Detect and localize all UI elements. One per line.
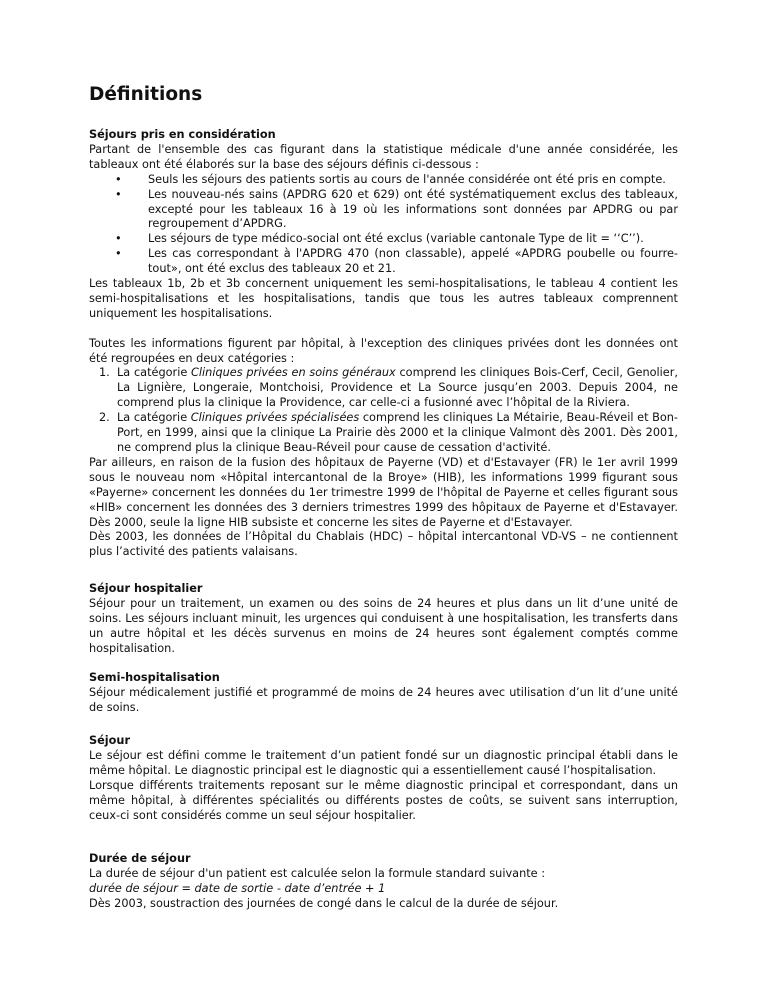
- bullet-icon: •: [115, 172, 122, 186]
- section-heading: Séjours pris en considération: [89, 128, 276, 141]
- bullet-icon: •: [115, 247, 122, 261]
- section-heading: Semi-hospitalisation: [89, 671, 220, 684]
- list-number: 2.: [99, 411, 110, 425]
- bullet-icon: •: [115, 232, 122, 246]
- paragraph: Partant de l'ensemble des cas figurant dans la statistique médicale d'une année considérée, les tableaux ont été élaborés sur la base des séjours définis ci-dessous :: [89, 142, 678, 171]
- paragraph: Dès 2003, les données de l’Hôpital du Chablais (HDC) – hôpital intercantonal VD-VS – ne contiennent plus l’activité des patients valaisans.: [89, 530, 678, 559]
- page-title: Définitions: [89, 84, 203, 105]
- section-sejours-pris: [89, 128, 678, 560]
- paragraph: La durée de séjour d'un patient est calculée selon la formule standard suivante :: [89, 866, 546, 880]
- section-sejour: [89, 734, 678, 823]
- list-item: 1. La catégorie Cliniques privées en soins généraux comprend les cliniques Bois-Cerf, Cecil, Genolier, La Lignière, Longeraie, Montchoisi, Providence et La Source jusqu’en 2003. Depuis 2004, ne comprend plus la clinique la Providence, car celle-ci a fusionné avec l’hôpital de la Riviera.: [99, 366, 678, 410]
- formula: durée de séjour = date de sortie - date d’entrée + 1: [89, 881, 386, 895]
- section-semi-hospitalisation: [89, 671, 678, 716]
- category-name: Cliniques privées spécialisées: [190, 411, 360, 425]
- paragraph: Le séjour est défini comme le traitement d’un patient fondé sur un diagnostic principal établi dans le même hôpital. Le diagnostic principal est le diagnostic qui a essentiellement causé l’hospitalisation.: [89, 748, 678, 777]
- list-item: • Les séjours de type médico-social ont été exclus (variable cantonale Type de lit = ‘‘C’’).: [115, 232, 644, 246]
- list-number: 1.: [99, 366, 110, 380]
- section-heading: Séjour hospitalier: [89, 582, 203, 595]
- paragraph: Les tableaux 1b, 2b et 3b concernent uniquement les semi-hospitalisations, le tableau 4 contient les semi-hospitalisations et les hospitalisations, tandis que tous les autres tableaux comprennent uniquement les hospitalisations.: [89, 277, 678, 320]
- bullet-icon: •: [115, 187, 122, 201]
- list-item: • Seuls les séjours des patients sortis au cours de l'année considérée ont été pris en compte.: [115, 172, 666, 186]
- paragraph: Par ailleurs, en raison de la fusion des hôpitaux de Payerne (VD) et d'Estavayer (FR) le 1er avril 1999 sous le nouveau nom «Hôpital intercantonal de la Broye» (HIB), les informations 1999 figurant sous «Payerne» concernent les données du 1er trimestre 1999 de l'hôpital de Payerne et celles figurant sous «HIB» concernent les données des 3 derniers trimestres 1999 des hôpitaux de Payerne et d'Estavayer. Dès 2000, seule la ligne HIB subsiste et concerne les sites de Payerne et d'Estavayer.: [89, 455, 678, 529]
- paragraph: Dès 2003, soustraction des journées de congé dans le calcul de la durée de séjour.: [89, 896, 559, 910]
- paragraph: Séjour pour un traitement, un examen ou des soins de 24 heures et plus dans un lit d’une unité de soins. Les séjours incluant minuit, les urgences qui conduisent à une hospitalisation, les transferts dans un autre hôpital et les décès survenus en moins de 24 heures sont également comptés comme hospitalisation.: [89, 596, 678, 655]
- category-name: Cliniques privées en soins généraux: [191, 366, 396, 380]
- section-heading: Durée de séjour: [89, 852, 191, 865]
- paragraph: Toutes les informations figurent par hôpital, à l'exception des cliniques privées dont les données ont été regroupées en deux catégories :: [89, 336, 678, 365]
- section-heading: Séjour: [89, 734, 131, 747]
- list-item: 2. La catégorie Cliniques privées spécialisées comprend les cliniques La Métairie, Beau-Réveil et Bon-Port, en 1999, ainsi que la clinique La Prairie dès 2000 et la clinique Valmont dès 2001. Dès 2001, ne comprend plus la clinique Beau-Réveil pour cause de cessation d'activité.: [99, 411, 678, 455]
- section-sejour-hospitalier: [89, 582, 678, 657]
- list-item: • Les cas correspondant à l'APDRG 470 (non classable), appelé «APDRG poubelle ou fourre-tout», ont été exclus des tableaux 20 et 21.: [115, 247, 678, 276]
- bullet-list: [89, 173, 678, 277]
- section-duree-sejour: [89, 852, 678, 912]
- numbered-list: [89, 366, 678, 455]
- paragraph: Séjour médicalement justifié et programmé de moins de 24 heures avec utilisation d’un lit d’une unité de soins.: [89, 685, 678, 714]
- list-item: • Les nouveau-nés sains (APDRG 620 et 629) ont été systématiquement exclus des tableaux, excepté pour les tableaux 16 à 19 où les informations sont données par APDRG ou par regroupement d’APDRG.: [115, 187, 678, 231]
- paragraph: Lorsque différents traitements reposant sur le même diagnostic principal et correspondant, dans un même hôpital, à différentes spécialités ou différents postes de coûts, se suivent sans interruption, ceux-ci sont considérés comme un seul séjour hospitalier.: [89, 778, 678, 822]
